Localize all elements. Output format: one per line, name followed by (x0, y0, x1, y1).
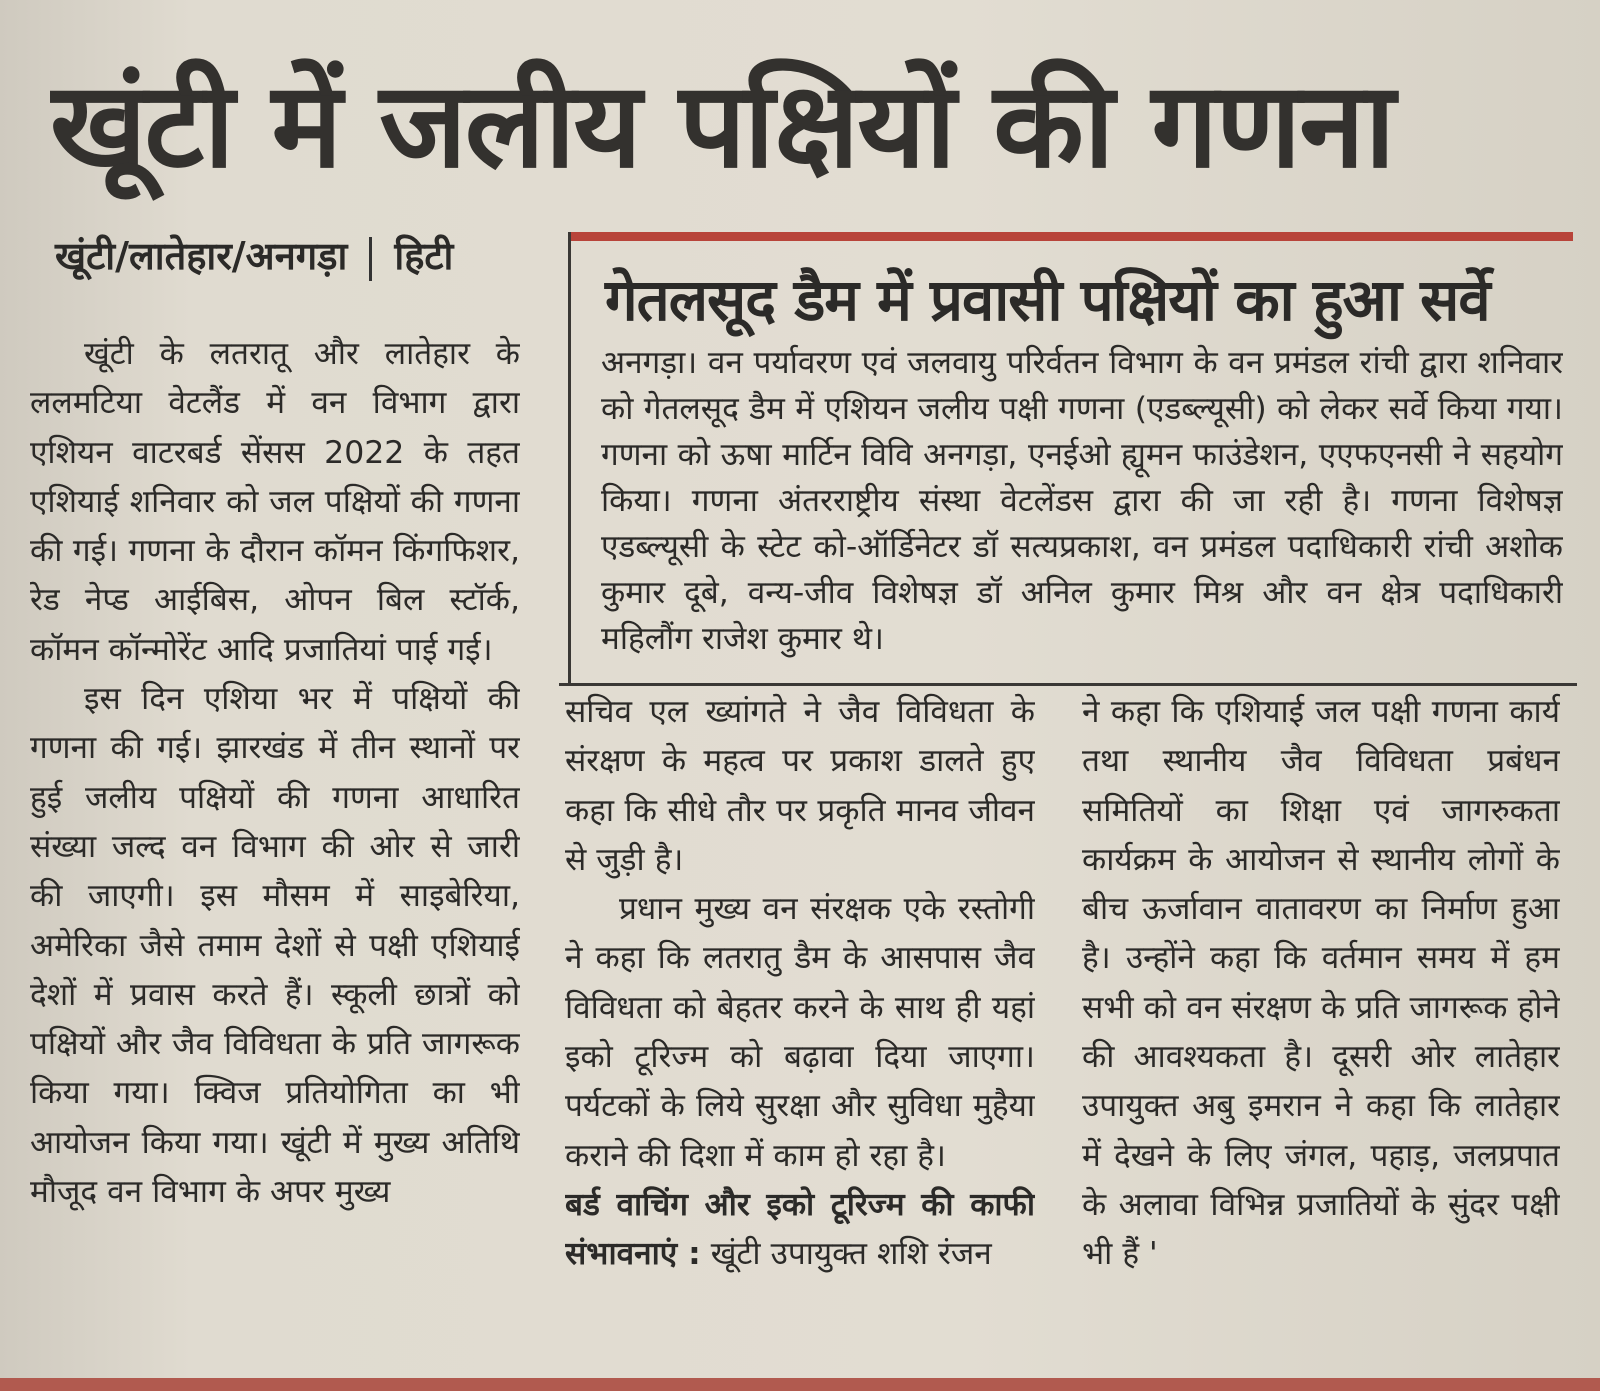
column-2-paragraph-1: सचिव एल ख्यांगते ने जैव विविधता के संरक्षण के महत्व पर प्रकाश डालते हुए कहा कि सीधे तौर पर प्रकृति मानव जीवन से जुड़ी है। (565, 694, 1035, 878)
column-2-paragraph-3-text: खूंटी उपायुक्त शशि रंजन (700, 1236, 992, 1273)
column-3 (1082, 688, 1560, 1348)
box-body: अनगड़ा। वन पर्यावरण एवं जलवायु परिर्वतन विभाग के वन प्रमंडल रांची द्वारा शनिवार को गेतलसूद डैम में एशियन जलीय पक्षी गणना (एडब्ल्यूसी) को लेकर सर्वे किया गया। गणना को ऊषा मार्टिन विवि अनगड़ा, एनईओ ह्यूमन फाउंडेशन, एएफएनसी ने सहयोग किया। गणना अंतरराष्ट्रीय संस्था वेटलेंडस द्वारा की जा रही है। गणना विशेषज्ञ एडब्ल्यूसी के स्टेट को-ऑर्डिनेटर डॉ सत्यप्रकाश, वन प्रमंडल पदाधिकारी रांची अशोक कुमार दूबे, वन्य-जीव विशेषज्ञ डॉ अनिल कुमार मिश्र और वन क्षेत्र पदाधिकारी महिलौंग राजेश कुमार थे। (601, 345, 1563, 657)
column-1-paragraph-2: इस दिन एशिया भर में पक्षियों की गणना की गई। झारखंड में तीन स्थानों पर हुई जलीय पक्षियों की गणना आधारित संख्या जल्द वन विभाग की ओर से जारी की जाएगी। इस मौसम में साइबेरिया, अमेरिका जैसे तमाम देशों से पक्षी एशियाई देशों में प्रवास करते हैं। स्कूली छात्रों को पक्षियों और जैव विविधता के प्रति जागरूक किया गया। क्विज प्रतियोगिता का भी आयोजन किया गया। खूंटी में मुख्य अतिथि मौजूद वन विभाग के अपर मुख्य (30, 681, 520, 1211)
sidebar-box (568, 232, 1573, 686)
bottom-edge-strip (0, 1378, 1600, 1391)
subheading: बर्ड वाचिंग और इको टूरिज्म की काफी संभावनाएं : (565, 1186, 1035, 1273)
dateline (55, 228, 453, 284)
box-title: गेतलसूद डैम में प्रवासी पक्षियों का हुआ सर्वे (605, 266, 1490, 334)
column-1-paragraph-1: खूंटी के लतरातू और लातेहार के ललमटिया वेटलैंड में वन विभाग द्वारा एशियन वाटरबर्ड सेंसस 2022 के तहत एशियाई शनिवार को जल पक्षियों की गणना की गई। गणना के दौरान कॉमन किंगफिशर, रेड नेप्ड आईबिस, ओपन बिल स्टॉर्क, कॉमन कॉन्मोरेंट आदि प्रजातियां पाई गई। (30, 336, 520, 668)
column-2-paragraph-3 (565, 1181, 1035, 1280)
column-3-paragraph-1: ने कहा कि एशियाई जल पक्षी गणना कार्य तथा स्थानीय जैव विविधता प्रबंधन समितियों का शिक्षा एवं जागरुकता कार्यक्रम के आयोजन से स्थानीय लोगों के बीच ऊर्जावान वातावरण का निर्माण हुआ है। उन्होंने कहा कि वर्तमान समय में हम सभी को वन संरक्षण के प्रति जागरूक होने की आवश्यकता है। दूसरी ओर लातेहार उपायुक्त अबु इमरान ने कहा कि लातेहार में देखने के लिए जंगल, पहाड़, जलप्रपात के अलावा विभिन्न प्रजातियों के सुंदर पक्षी भी हैं ' (1082, 694, 1560, 1273)
box-accent-rule (571, 232, 1573, 241)
dateline-source: हिटी (394, 234, 454, 278)
dateline-separator (369, 237, 372, 281)
dateline-places: खूंटी/लातेहार/अनगड़ा (55, 234, 348, 278)
box-bottom-rule (559, 683, 1577, 686)
column-1 (30, 330, 520, 1350)
headline: खूंटी में जलीय पक्षियों की गणना (50, 56, 1394, 194)
column-2-paragraph-2: प्रधान मुख्य वन संरक्षक एके रस्तोगी ने कहा कि लतरातु डैम के आसपास जैव विविधता को बेहतर करने के साथ ही यहां इको टूरिज्म को बढ़ावा दिया जाएगा। पर्यटकों के लिये सुरक्षा और सुविधा मुहैया कराने की दिशा में काम हो रहा है। (565, 891, 1035, 1174)
column-2 (565, 688, 1035, 1348)
